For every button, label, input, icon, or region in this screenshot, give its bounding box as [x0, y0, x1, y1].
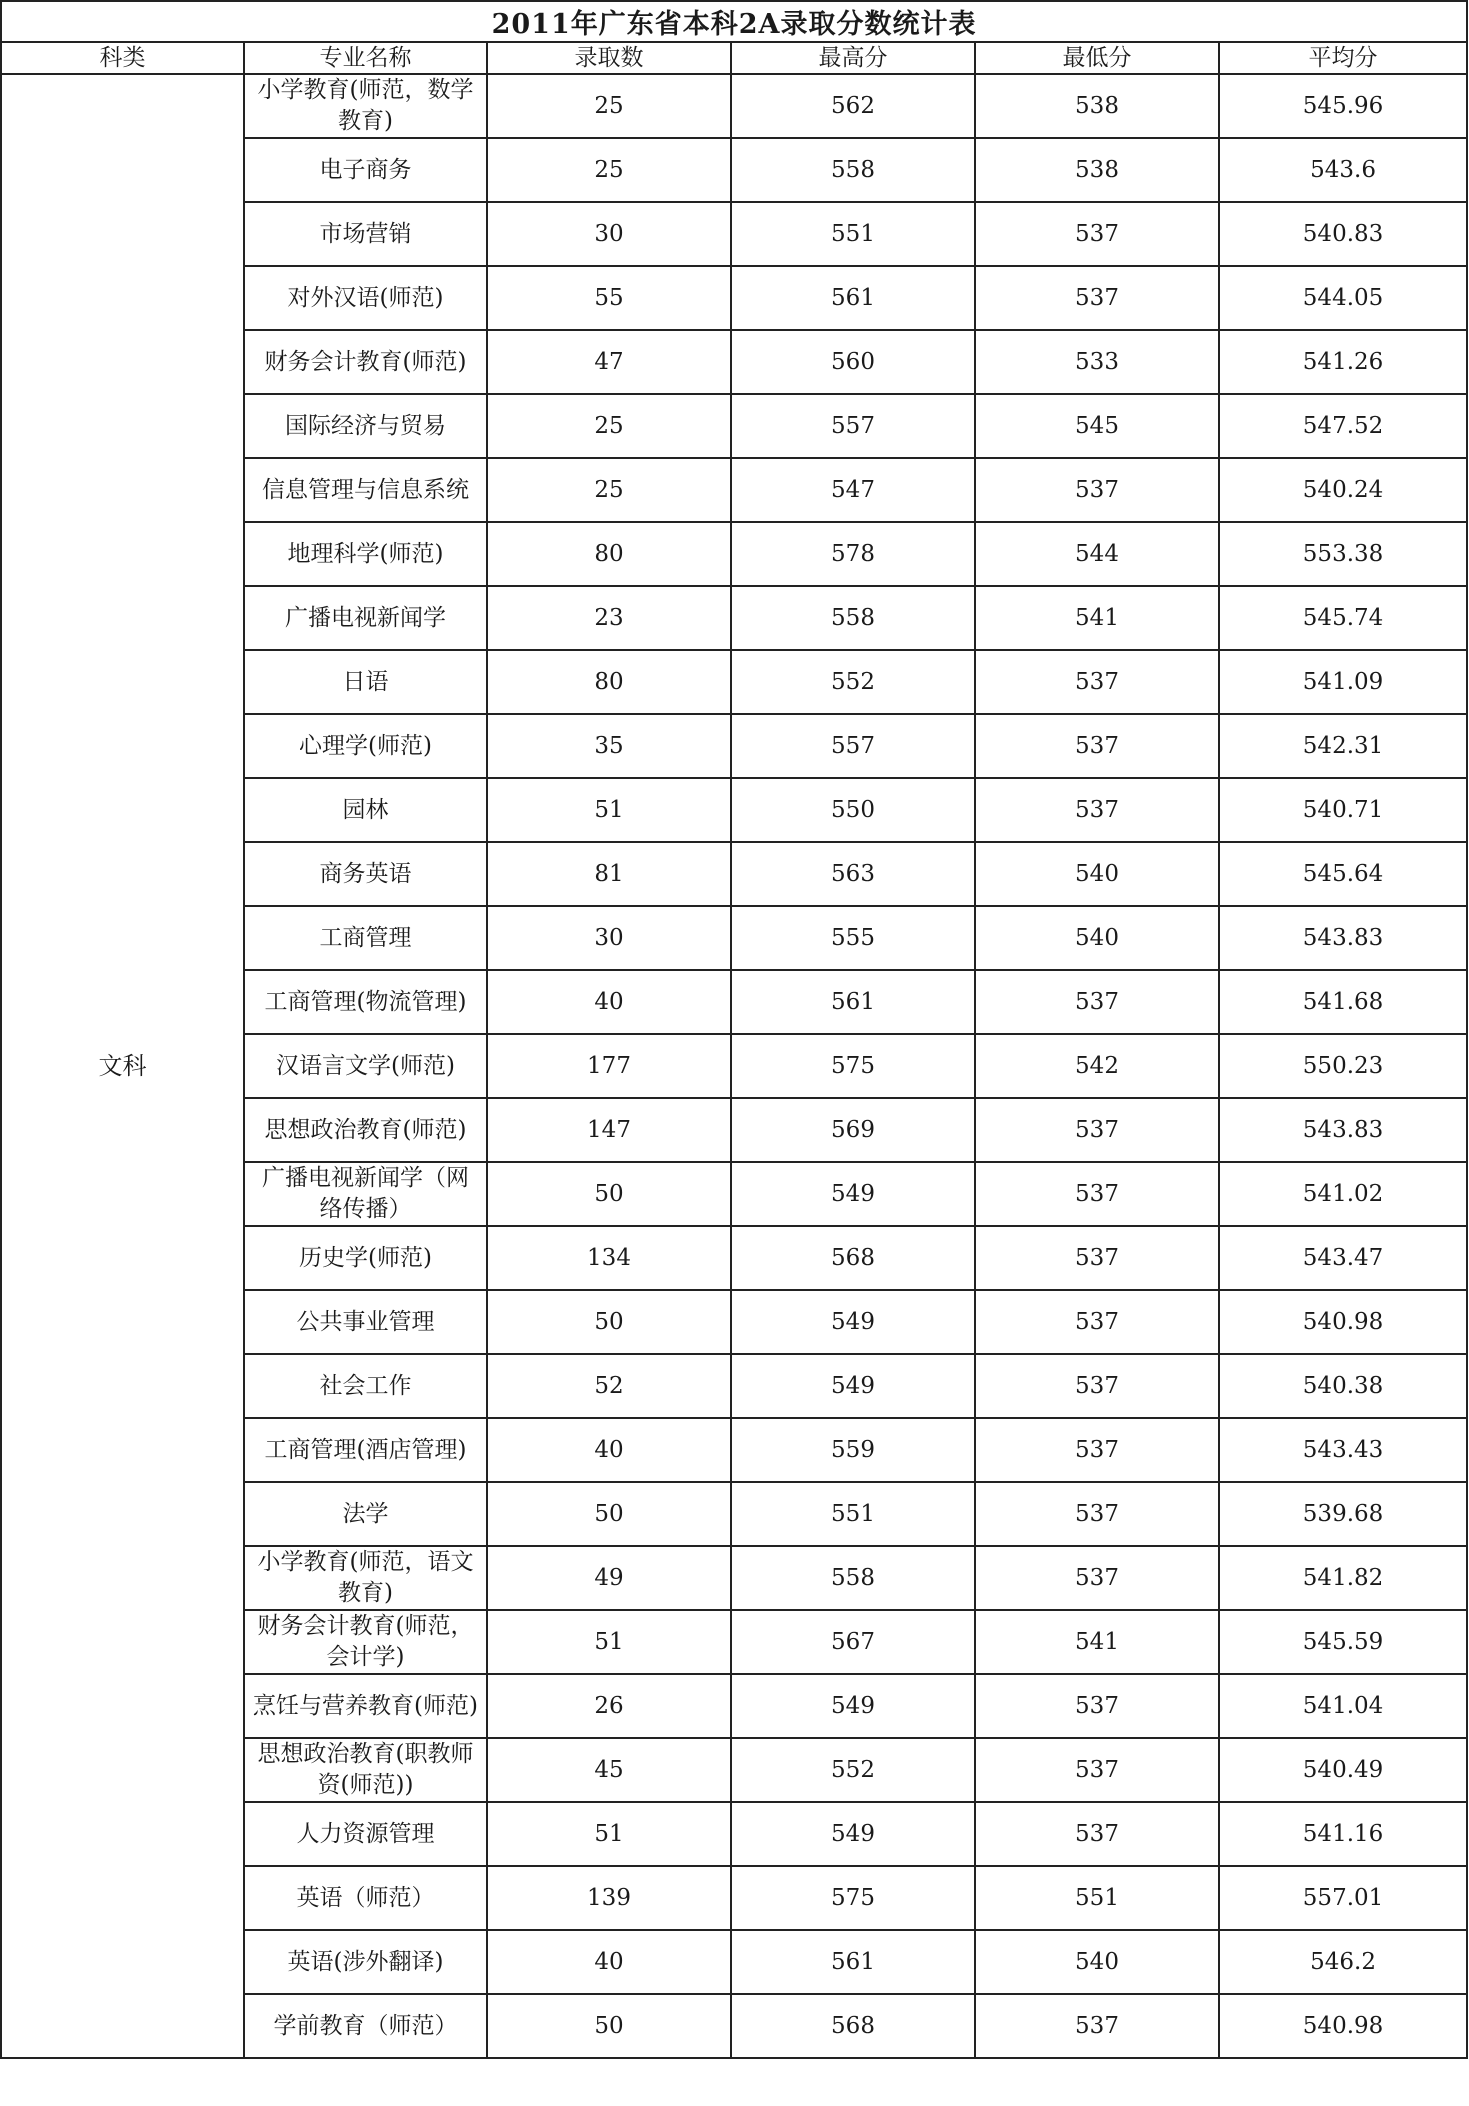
avg-score-cell: 545.74: [1219, 586, 1467, 650]
max-score-cell: 578: [731, 522, 975, 586]
major-cell: 工商管理(酒店管理): [244, 1418, 487, 1482]
enrolled-cell: 23: [487, 586, 731, 650]
max-score-cell: 555: [731, 906, 975, 970]
enrolled-cell: 51: [487, 1802, 731, 1866]
min-score-cell: 533: [975, 330, 1219, 394]
min-score-cell: 541: [975, 586, 1219, 650]
avg-score-cell: 541.04: [1219, 1674, 1467, 1738]
major-cell: 汉语言文学(师范): [244, 1034, 487, 1098]
min-score-cell: 537: [975, 458, 1219, 522]
avg-score-cell: 547.52: [1219, 394, 1467, 458]
avg-score-cell: 541.26: [1219, 330, 1467, 394]
avg-score-cell: 543.83: [1219, 1098, 1467, 1162]
min-score-cell: 545: [975, 394, 1219, 458]
avg-score-cell: 541.02: [1219, 1162, 1467, 1226]
min-score-cell: 540: [975, 842, 1219, 906]
max-score-cell: 549: [731, 1802, 975, 1866]
major-cell: 人力资源管理: [244, 1802, 487, 1866]
major-cell: 财务会计教育(师范，会计学): [244, 1610, 487, 1674]
avg-score-cell: 545.59: [1219, 1610, 1467, 1674]
enrolled-cell: 40: [487, 970, 731, 1034]
major-cell: 学前教育（师范）: [244, 1994, 487, 2058]
min-score-cell: 542: [975, 1034, 1219, 1098]
avg-score-cell: 540.38: [1219, 1354, 1467, 1418]
max-score-cell: 552: [731, 1738, 975, 1802]
title-row: [1, 1, 1467, 42]
major-cell: 小学教育(师范，语文教育): [244, 1546, 487, 1610]
major-cell: 思想政治教育(师范): [244, 1098, 487, 1162]
min-score-cell: 551: [975, 1866, 1219, 1930]
min-score-cell: 537: [975, 1162, 1219, 1226]
avg-score-cell: 540.49: [1219, 1738, 1467, 1802]
min-score-cell: 537: [975, 778, 1219, 842]
avg-score-cell: 543.47: [1219, 1226, 1467, 1290]
enrolled-cell: 30: [487, 202, 731, 266]
min-score-cell: 537: [975, 1546, 1219, 1610]
major-cell: 法学: [244, 1482, 487, 1546]
major-cell: 烹饪与营养教育(师范): [244, 1674, 487, 1738]
major-cell: 日语: [244, 650, 487, 714]
major-cell: 商务英语: [244, 842, 487, 906]
max-score-cell: 549: [731, 1162, 975, 1226]
major-cell: 电子商务: [244, 138, 487, 202]
avg-score-cell: 553.38: [1219, 522, 1467, 586]
max-score-cell: 559: [731, 1418, 975, 1482]
major-cell: 心理学(师范): [244, 714, 487, 778]
min-score-cell: 537: [975, 1802, 1219, 1866]
major-cell: 国际经济与贸易: [244, 394, 487, 458]
avg-score-cell: 542.31: [1219, 714, 1467, 778]
avg-score-cell: 550.23: [1219, 1034, 1467, 1098]
enrolled-cell: 80: [487, 650, 731, 714]
max-score-cell: 550: [731, 778, 975, 842]
major-cell: 英语（师范）: [244, 1866, 487, 1930]
enrolled-cell: 30: [487, 906, 731, 970]
max-score-cell: 560: [731, 330, 975, 394]
enrolled-cell: 139: [487, 1866, 731, 1930]
enrolled-cell: 35: [487, 714, 731, 778]
min-score-cell: 537: [975, 1418, 1219, 1482]
avg-score-cell: 541.82: [1219, 1546, 1467, 1610]
avg-score-cell: 546.2: [1219, 1930, 1467, 1994]
major-cell: 对外汉语(师范): [244, 266, 487, 330]
subject-cell: 文科: [1, 74, 244, 2058]
table-row: [1, 74, 1467, 138]
min-score-cell: 537: [975, 970, 1219, 1034]
avg-score-cell: 545.96: [1219, 74, 1467, 138]
enrolled-cell: 47: [487, 330, 731, 394]
enrolled-cell: 50: [487, 1482, 731, 1546]
avg-score-cell: 544.05: [1219, 266, 1467, 330]
min-score-cell: 537: [975, 266, 1219, 330]
min-score-cell: 537: [975, 1738, 1219, 1802]
min-score-cell: 540: [975, 1930, 1219, 1994]
enrolled-cell: 25: [487, 74, 731, 138]
enrolled-cell: 50: [487, 1994, 731, 2058]
avg-score-cell: 543.6: [1219, 138, 1467, 202]
min-score-cell: 541: [975, 1610, 1219, 1674]
major-cell: 市场营销: [244, 202, 487, 266]
min-score-cell: 538: [975, 74, 1219, 138]
avg-score-cell: 540.71: [1219, 778, 1467, 842]
header-major: 专业名称: [244, 42, 487, 74]
max-score-cell: 558: [731, 586, 975, 650]
major-cell: 公共事业管理: [244, 1290, 487, 1354]
major-cell: 财务会计教育(师范): [244, 330, 487, 394]
major-cell: 思想政治教育(职教师资(师范)): [244, 1738, 487, 1802]
min-score-cell: 537: [975, 1482, 1219, 1546]
enrolled-cell: 52: [487, 1354, 731, 1418]
min-score-cell: 537: [975, 1674, 1219, 1738]
avg-score-cell: 557.01: [1219, 1866, 1467, 1930]
avg-score-cell: 541.68: [1219, 970, 1467, 1034]
major-cell: 历史学(师范): [244, 1226, 487, 1290]
max-score-cell: 569: [731, 1098, 975, 1162]
major-cell: 工商管理: [244, 906, 487, 970]
min-score-cell: 537: [975, 714, 1219, 778]
max-score-cell: 568: [731, 1226, 975, 1290]
enrolled-cell: 25: [487, 458, 731, 522]
max-score-cell: 562: [731, 74, 975, 138]
avg-score-cell: 540.98: [1219, 1994, 1467, 2058]
header-subject: 科类: [1, 42, 244, 74]
major-cell: 工商管理(物流管理): [244, 970, 487, 1034]
min-score-cell: 537: [975, 1098, 1219, 1162]
min-score-cell: 537: [975, 1226, 1219, 1290]
major-cell: 信息管理与信息系统: [244, 458, 487, 522]
enrolled-cell: 51: [487, 778, 731, 842]
max-score-cell: 575: [731, 1034, 975, 1098]
max-score-cell: 549: [731, 1354, 975, 1418]
max-score-cell: 575: [731, 1866, 975, 1930]
major-cell: 社会工作: [244, 1354, 487, 1418]
header-enrolled: 录取数: [487, 42, 731, 74]
max-score-cell: 563: [731, 842, 975, 906]
table-body: [1, 74, 1467, 2058]
max-score-cell: 551: [731, 1482, 975, 1546]
enrolled-cell: 147: [487, 1098, 731, 1162]
min-score-cell: 537: [975, 1290, 1219, 1354]
min-score-cell: 540: [975, 906, 1219, 970]
min-score-cell: 538: [975, 138, 1219, 202]
max-score-cell: 568: [731, 1994, 975, 2058]
enrolled-cell: 25: [487, 138, 731, 202]
max-score-cell: 551: [731, 202, 975, 266]
avg-score-cell: 539.68: [1219, 1482, 1467, 1546]
major-cell: 广播电视新闻学（网络传播）: [244, 1162, 487, 1226]
enrolled-cell: 55: [487, 266, 731, 330]
enrolled-cell: 40: [487, 1930, 731, 1994]
enrolled-cell: 26: [487, 1674, 731, 1738]
min-score-cell: 537: [975, 650, 1219, 714]
enrolled-cell: 40: [487, 1418, 731, 1482]
max-score-cell: 561: [731, 266, 975, 330]
max-score-cell: 567: [731, 1610, 975, 1674]
max-score-cell: 558: [731, 138, 975, 202]
enrolled-cell: 51: [487, 1610, 731, 1674]
enrolled-cell: 177: [487, 1034, 731, 1098]
max-score-cell: 561: [731, 1930, 975, 1994]
major-cell: 地理科学(师范): [244, 522, 487, 586]
min-score-cell: 537: [975, 1354, 1219, 1418]
max-score-cell: 561: [731, 970, 975, 1034]
avg-score-cell: 545.64: [1219, 842, 1467, 906]
avg-score-cell: 540.98: [1219, 1290, 1467, 1354]
min-score-cell: 537: [975, 1994, 1219, 2058]
min-score-cell: 544: [975, 522, 1219, 586]
max-score-cell: 549: [731, 1674, 975, 1738]
avg-score-cell: 543.43: [1219, 1418, 1467, 1482]
min-score-cell: 537: [975, 202, 1219, 266]
header-max-score: 最高分: [731, 42, 975, 74]
max-score-cell: 549: [731, 1290, 975, 1354]
avg-score-cell: 540.24: [1219, 458, 1467, 522]
avg-score-cell: 541.09: [1219, 650, 1467, 714]
enrolled-cell: 25: [487, 394, 731, 458]
avg-score-cell: 543.83: [1219, 906, 1467, 970]
header-avg-score: 平均分: [1219, 42, 1467, 74]
enrolled-cell: 81: [487, 842, 731, 906]
enrolled-cell: 50: [487, 1162, 731, 1226]
avg-score-cell: 541.16: [1219, 1802, 1467, 1866]
max-score-cell: 557: [731, 714, 975, 778]
header-min-score: 最低分: [975, 42, 1219, 74]
major-cell: 广播电视新闻学: [244, 586, 487, 650]
max-score-cell: 557: [731, 394, 975, 458]
max-score-cell: 552: [731, 650, 975, 714]
enrolled-cell: 80: [487, 522, 731, 586]
major-cell: 园林: [244, 778, 487, 842]
table-title: 2011年广东省本科2A录取分数统计表: [1, 1, 1467, 42]
header-row: [1, 42, 1467, 74]
major-cell: 小学教育(师范，数学教育): [244, 74, 487, 138]
avg-score-cell: 540.83: [1219, 202, 1467, 266]
enrolled-cell: 45: [487, 1738, 731, 1802]
max-score-cell: 558: [731, 1546, 975, 1610]
major-cell: 英语(涉外翻译): [244, 1930, 487, 1994]
enrolled-cell: 49: [487, 1546, 731, 1610]
enrolled-cell: 134: [487, 1226, 731, 1290]
max-score-cell: 547: [731, 458, 975, 522]
enrolled-cell: 50: [487, 1290, 731, 1354]
